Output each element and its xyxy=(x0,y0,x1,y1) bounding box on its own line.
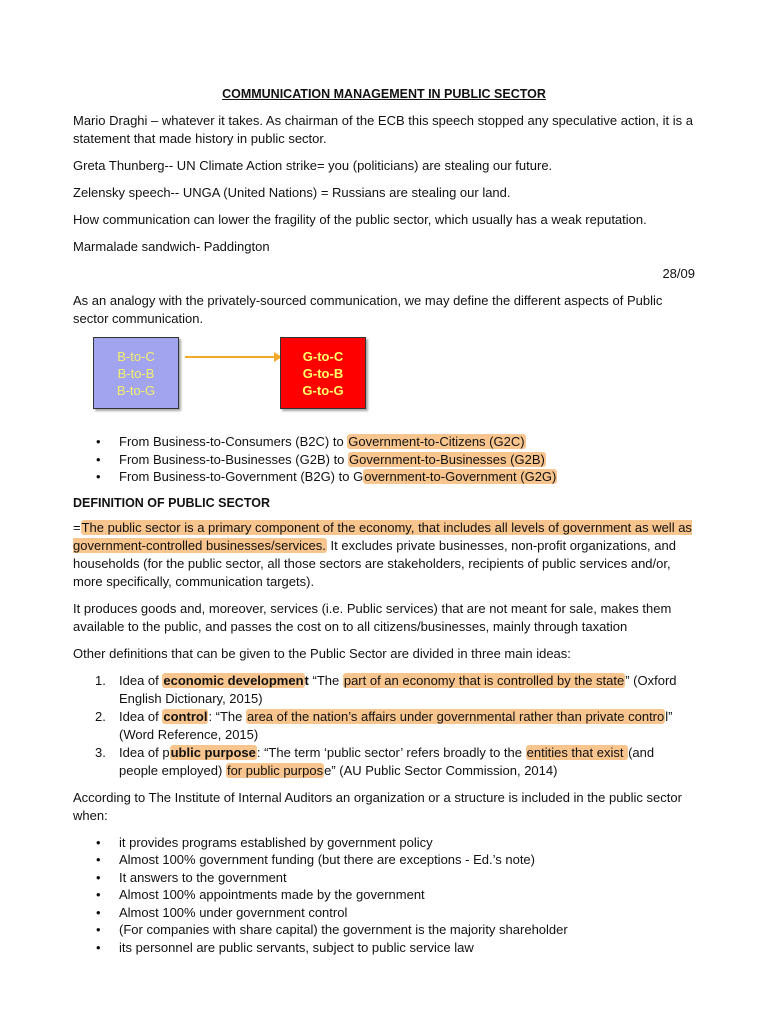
criteria-text: (For companies with share capital) the government is the majority shareholder xyxy=(119,922,568,937)
business-box-line: B-to-G xyxy=(116,382,156,398)
intro-thunberg: Greta Thunberg-- UN Climate Action strike= you (politicians) are stealing our future. xyxy=(73,158,553,173)
criteria-text: Almost 100% government funding (but there are exceptions - Ed.’s note) xyxy=(119,852,535,867)
definition-heading: DEFINITION OF PUBLIC SECTOR xyxy=(73,495,270,510)
criteria-text: its personnel are public servants, subject to public service law xyxy=(119,939,474,955)
list-item xyxy=(73,869,695,887)
ideas-list xyxy=(73,672,695,780)
document-page xyxy=(73,86,695,966)
criteria-text: It answers to the government xyxy=(119,869,287,885)
government-box xyxy=(280,337,366,409)
mapping-list xyxy=(73,433,695,486)
highlighted-text: part of an economy that is controlled by the state xyxy=(343,672,625,688)
highlighted-text: entities that exist xyxy=(526,744,628,760)
idea-text: Idea of xyxy=(119,708,163,724)
definition-paragraph xyxy=(73,519,695,591)
idea-text: : “The xyxy=(208,708,247,724)
definition-rest: It excludes private businesses, non-profit organizations, and households (for the public sector, all those sectors are stakeholders, recipients of public services and/or, more specifically, communication targets). xyxy=(73,537,676,589)
business-box-line: B-to-C xyxy=(117,348,155,364)
intro-fragility: How communication can lower the fragility of the public sector, which usually has a weak reputation. xyxy=(73,212,647,227)
bullet-icon: • xyxy=(96,922,101,937)
idea-text: l” (Word Reference, 2015) xyxy=(119,708,673,742)
bullet-icon: • xyxy=(96,434,101,449)
document-title: COMMUNICATION MANAGEMENT IN PUBLIC SECTOR xyxy=(222,87,546,101)
idea-text: Idea of p xyxy=(119,744,170,760)
intro-zelensky: Zelensky speech-- UNGA (United Nations) = Russians are stealing our land. xyxy=(73,185,511,200)
list-item xyxy=(73,851,695,869)
intro-paddington: Marmalade sandwich- Paddington xyxy=(73,239,270,254)
list-number: 2. xyxy=(95,708,106,724)
list-item xyxy=(73,744,695,780)
highlighted-text: area of the nation’s affairs under governmental rather than private contro xyxy=(247,708,665,724)
bullet-icon: • xyxy=(96,451,101,467)
bullet-icon: • xyxy=(96,939,101,955)
criteria-list xyxy=(73,834,695,957)
list-item xyxy=(73,451,695,469)
bullet-icon: • xyxy=(96,852,101,867)
bullet-icon: • xyxy=(96,834,101,850)
government-box-line: G-to-B xyxy=(302,365,344,381)
idea-text: e” (AU Public Sector Commission, 2014) xyxy=(324,762,558,778)
idea-text: Idea of xyxy=(119,672,163,688)
highlighted-text: economic developmen xyxy=(163,672,304,688)
analogy-paragraph: As an analogy with the privately-sourced communication, we may define the different aspects of Public sector communication. xyxy=(73,293,663,326)
produces-paragraph: It produces goods and, moreover, services (i.e. Public services) that are not meant for sale, makes them available to the public, and passes the cost on to all citizens/businesses, mainly through taxation xyxy=(73,600,672,634)
mapping-prefix: From Business-to-Government (B2G) to G xyxy=(119,469,364,484)
list-item xyxy=(73,672,695,708)
mapping-prefix: From Business-to-Businesses (G2B) to xyxy=(119,451,349,467)
criteria-text: Almost 100% under government control xyxy=(119,904,348,920)
criteria-text: it provides programs established by government policy xyxy=(119,834,433,850)
list-item xyxy=(73,921,695,939)
idea-text: “The xyxy=(308,672,343,688)
b-to-g-diagram xyxy=(73,337,695,423)
arrow-line xyxy=(185,356,280,358)
list-item xyxy=(73,708,695,744)
government-box-line: G-to-G xyxy=(302,382,344,398)
business-box xyxy=(93,337,179,409)
business-box-line: B-to-B xyxy=(117,365,155,381)
government-box-line: G-to-C xyxy=(302,348,344,364)
idea-text: (and people employed) xyxy=(119,744,655,778)
criteria-text: Almost 100% appointments made by the government xyxy=(119,887,425,902)
date-label: 28/09 xyxy=(662,266,695,281)
idea-bold-text: t xyxy=(304,672,309,688)
highlighted-text: control xyxy=(163,708,208,724)
other-definitions-paragraph: Other definitions that can be given to the Public Sector are divided in three main ideas: xyxy=(73,645,571,661)
definition-prefix: = xyxy=(73,519,81,535)
bullet-icon: • xyxy=(96,887,101,902)
highlighted-text: overnment-to-Government (G2G) xyxy=(364,469,557,484)
list-item xyxy=(73,834,695,852)
list-item xyxy=(73,433,695,451)
highlighted-text: Government-to-Businesses (G2B) xyxy=(349,451,545,467)
bullet-icon: • xyxy=(96,869,101,885)
highlighted-text: ublic purpose xyxy=(170,744,256,760)
list-item xyxy=(73,939,695,957)
list-item xyxy=(73,886,695,904)
mapping-prefix: From Business-to-Consumers (B2C) to xyxy=(119,434,348,449)
bullet-icon: • xyxy=(96,469,101,484)
list-item xyxy=(73,904,695,922)
highlighted-text: Government-to-Citizens (G2C) xyxy=(348,434,525,449)
idea-text: : “The term ‘public sector’ refers broadly to the xyxy=(256,744,526,760)
highlighted-text: for public purpos xyxy=(226,762,324,778)
list-number: 3. xyxy=(95,744,106,760)
iia-paragraph: According to The Institute of Internal Auditors an organization or a structure is included in the public sector when: xyxy=(73,789,682,823)
highlighted-text: The public sector is a primary component of the economy, that includes all levels of government as well as government-controlled businesses/services. xyxy=(73,519,692,553)
intro-draghi: Mario Draghi – whatever it takes. As chairman of the ECB this speech stopped any speculative action, it is a statement that made history in public sector. xyxy=(73,113,693,146)
bullet-icon: • xyxy=(96,904,101,920)
idea-text: ” (Oxford English Dictionary, 2015) xyxy=(119,672,677,706)
list-number: 1. xyxy=(95,672,106,688)
list-item xyxy=(73,468,695,486)
